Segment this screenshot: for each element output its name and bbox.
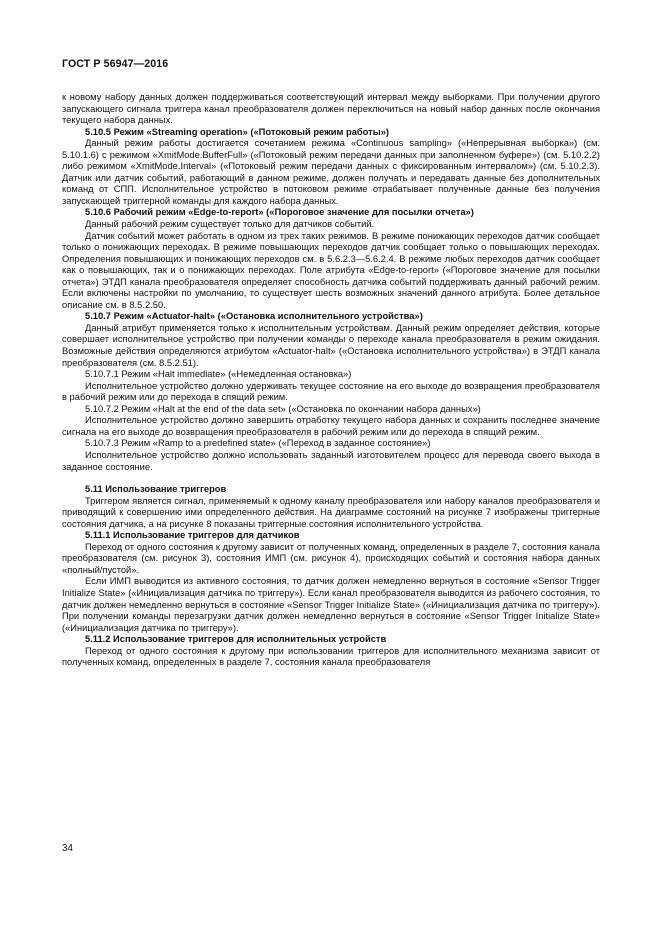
paragraph: Переход от одного состояния к другому при использовании триггеров для исполнительного механизма зависит от полученных команд, определенных в разделе 7, состояния канала преобразователя [62,645,600,668]
paragraph: Данный режим работы достигается сочетанием режима «Continuous sampling» («Непрерывная выборка») (см. 5.10.1.6) с режимом «XmitMode.BufferFull» («Потоковый режим передачи данных при заполненном буфере») (см. 5.10.2.2) либо режимом «XmitMode.Interval» («Потоковый режим передачи данных с фиксированным интервалом») (см. 5.10.2.3). Датчик или датчик событий, работающий в данном режиме, должен получать и передавать данные без дополнительных команд от СПП. Исполнительное устройство в потоковом режиме отрабатывает полученные данные без получения запускающей триггерной команды для каждого набора данных. [62,138,600,206]
document-header: ГОСТ Р 56947—2016 [62,58,169,70]
paragraph: Исполнительное устройство должно завершить отработку текущего набора данных и сохранить последнее значение сигнала на его выходе до возвращения преобразователя в рабочий режим или до перехода в спящий режим. [62,415,600,437]
heading-5-10-7: 5.10.7 Режим «Actuator-halt» («Остановка исполнительного устройства») [85,311,423,322]
paragraph-continuation: к новому набору данных должен поддерживаться соответствующий интервал между выборками. При получении другого запускающего сигнала триггера канал преобразователя должен переключиться на новый набор данных после окончания текущего набора данных. [62,92,600,126]
page-number: 34 [62,843,73,854]
paragraph: Если ИМП выводится из активного состояния, то датчик должен немедленно вернуться в состояние «Sensor Trigger Initialize State» («Инициализация датчика по триггеру»). Если канал преобразователя выводится из рабочего состояния, то датчик должен немедленно вернуться в состояние «Sensor Trigger Initialize State» («Инициализация датчика по триггеру»). При получении команды перезагрузки датчик должен немедленно вернуться в состояние «Sensor Trigger Initialize State» («Инициализация датчика по триггеру»). [62,576,600,633]
paragraph: Переход от одного состояния к другому зависит от полученных команд, определенных в разделе 7, состояния канала преобразователя (см. рисунок 3), состояния ИМП (см. рисунок 4), происходящих событий и состояния набора данных «полный/пустой». [62,541,600,575]
heading-5-11-1: 5.11.1 Использование триггеров для датчиков [85,530,300,541]
document-body [62,92,600,669]
heading-5-10-5: 5.10.5 Режим «Streaming operation» («Потоковый режим работы») [85,126,390,137]
subheading-5-10-7-1: 5.10.7.1 Режим «Halt immediate» («Немедленная остановка») [85,369,352,380]
paragraph: Триггером является сигнал, применяемый к одному каналу преобразователя или набору каналов преобразователя и приводящий к совершению ими определенного действия. На диаграмме состояний на рисунке 7 изображены триггерные состояния датчика, а на рисунке 8 показаны триггерные состояния исполнительного устройства. [62,495,600,529]
heading-5-10-6: 5.10.6 Рабочий режим «Edge-to-report» («Пороговое значение для посылки отчета») [85,207,474,218]
subheading-5-10-7-3: 5.10.7.3 Режим «Ramp to a predefined state» («Переход в заданное состояние») [85,438,431,449]
paragraph: Исполнительное устройство должно использовать заданный изготовителем процесс для перевода своего выхода в заданное состояние. [62,449,600,472]
heading-5-11-2: 5.11.2 Использование триггеров для исполнительных устройств [85,634,387,645]
subheading-5-10-7-2: 5.10.7.2 Режим «Halt at the end of the data set» («Остановка по окончании набора данных») [85,403,481,414]
paragraph: Данный рабочий режим существует только для датчиков событий. [85,219,375,230]
paragraph: Данный атрибут применяется только к исполнительным устройствам. Данный режим определяет действия, которые совершает исполнительное устройство при получении команды о переходе канала преобразователя в режим ожидания. Возможные действия определяются атрибутом «Actuator-halt» («Остановка исполнительного устройства») в ЭТДП канала преобразователя (см. 8.5.2.51). [62,322,600,368]
paragraph: Исполнительное устройство должно удерживать текущее состояние на его выходе до возвращения преобразователя в рабочий режим или до перехода в спящий режим. [62,380,600,403]
paragraph: Датчик событий может работать в одном из трех таких режимов. В режиме понижающих переходов датчик сообщает только о понижающих переходах. В режиме повышающих переходов датчик сообщает только о повышающих переходах. Определения повышающих и понижающих переходов см. в 5.6.2.3—5.6.2.4. В режиме любых переходов датчик сообщает как о повышающих, так и о понижающих переходах. Поле атрибута «Edge-to-report» («Пороговое значение для посылки отчета») ЭТДП канала преобразователя определяет способность датчика событий поддерживать данный рабочий режим. Если включены настройки по умолчанию, то существует шесть возможных значений данного атрибута. Более детальное описание см. в 8.5.2.50. [62,230,600,310]
heading-5-11: 5.11 Использование триггеров [85,484,227,495]
document-page [62,58,600,669]
